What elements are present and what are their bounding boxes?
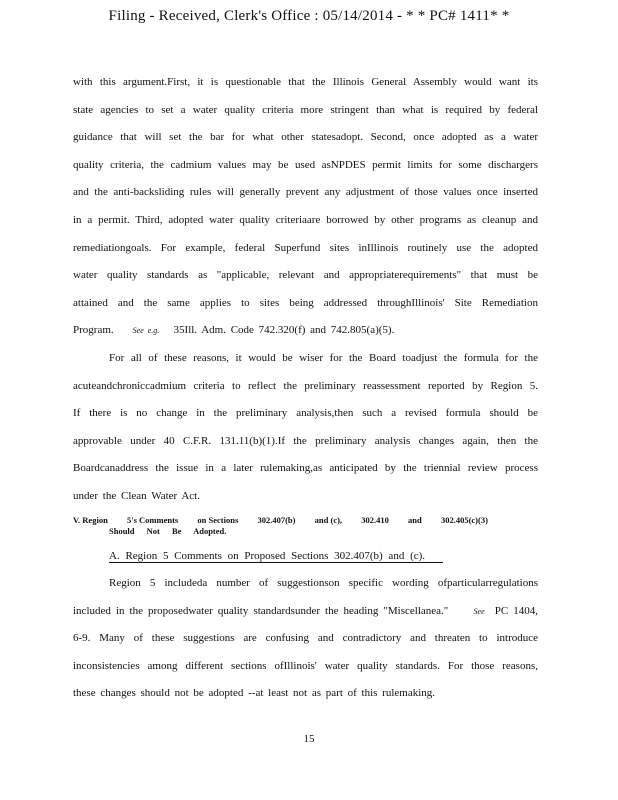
heading-word: 5's Comments [126,514,179,525]
heading-word: 302.407(b) [257,514,296,525]
heading-word: 302.405(c)(3) [440,514,488,525]
program-label: Program. [73,324,114,337]
text-segment: included in the proposedwater quality standardsunder the heading "Miscellanea." [73,604,449,617]
filing-header: Filing - Received, Clerk's Office : 05/14/2014 - * * PC# 1411* * [108,8,510,24]
citation-signal: See e.g. [132,326,160,336]
heading-word: and [408,514,422,525]
text-line: inconsistencies among different sections ofIllinois' water quality standards. For those reasons, [73,659,538,672]
heading-word: V. Region [73,514,108,525]
heading-word: on Sections [197,514,239,525]
text-segment: PC 1404, [494,604,539,617]
citation-text: 35Ill. Adm. Code 742.320(f) and 742.805(a)(5). [173,324,395,337]
paragraph-reasons [73,345,538,511]
text-line: approvable under 40 C.F.R. 131.11(b)(1).If the preliminary analysis changes again, then the [73,434,538,447]
page-number: 15 [303,733,315,745]
text-line: remediationgoals. For example, federal Superfund sites inIllinois routinely use the adopted [73,241,538,254]
text-line: Boardcanaddress the issue in a later rulemaking,as anticipated by the triennial review process [73,462,538,475]
text-line: these changes should not be adopted --at least not as part of this rulemaking. [73,687,436,700]
text-line: 6-9. Many of these suggestions are confusing and contradictory and threaten to introduce [73,632,538,645]
text-line: guidance that will set the bar for what other statesadopt. Second, once adopted as a water [73,131,538,144]
text-line: and the anti-backsliding rules will generally prevent any adjustment of those values once inserted [73,186,538,199]
subheading-a-text: A. Region 5 Comments on Proposed Sections 302.407(b) and (c). [109,550,443,563]
text-line: with this argument.First, it is questionable that the Illinois General Assembly would want its [73,76,538,88]
text-line: state agencies to set a water quality criteria more stringent than what is required by federal [73,103,538,116]
document-body [73,69,538,708]
text-line: If there is no change in the preliminary analysis,then such a revised formula should be [73,407,538,420]
text-line: in a permit. Third, adopted water quality criteriaare borrowed by other programs as cleanup and [73,213,538,226]
heading-second-line: Should Not Be Adopted. [109,525,227,536]
text-line: quality criteria, the cadmium values may be used asNPDES permit limits for some dischargers [73,158,538,171]
paragraph-suggestions [73,570,538,708]
citation-signal: See [473,606,485,616]
subheading-a [73,543,538,571]
text-line [73,317,538,345]
text-line: For all of these reasons, it would be wiser for the Board toadjust the formula for the [109,351,538,364]
text-line: Region 5 includeda number of suggestionson specific wording ofparticularregulations [109,577,538,590]
text-line: attained and the same applies to sites being addressed throughIllinois' Site Remediation [73,296,538,309]
text-line: under the Clean Water Act. [73,489,200,502]
section-v-heading [73,515,538,537]
text-line: water quality standards as "applicable, relevant and appropriaterequirements" that must be [73,269,538,282]
heading-word: and (c), [314,514,343,525]
text-line: acuteandchroniccadmium criteria to reflect the preliminary reassessment reported by Region 5. [73,379,538,392]
paragraph-argument [73,69,538,345]
heading-word: 302.410 [361,514,389,525]
text-line [73,598,538,626]
